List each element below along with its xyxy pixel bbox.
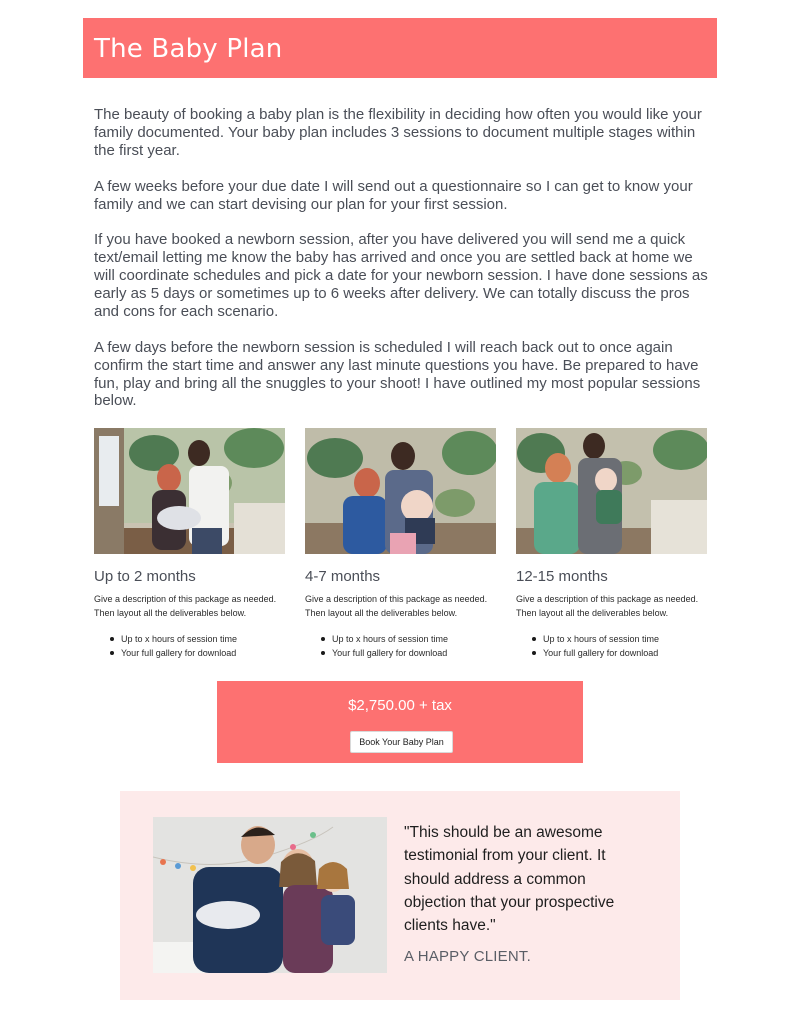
package-card [305,428,496,660]
package-description: Give a description of this package as needed. Then layout all the deliverables below. [516,594,699,618]
package-description: Give a description of this package as needed. Then layout all the deliverables below. [94,594,277,618]
testimonial-section [120,791,680,1000]
family-baby-photo-icon [305,428,496,554]
package-features [94,633,285,660]
list-item: Up to x hours of session time [110,633,285,647]
intro-section [94,106,714,428]
price-label: $2,750.00 + tax [348,697,452,714]
package-description: Give a description of this package as needed. Then layout all the deliverables below. [305,594,488,618]
book-baby-plan-button[interactable]: Book Your Baby Plan [350,731,453,753]
page-title: The Baby Plan [94,34,283,64]
list-item: Up to x hours of session time [321,633,496,647]
package-features [305,633,496,660]
family-portrait-photo-icon [153,817,387,973]
intro-paragraph: A few weeks before your due date I will send out a questionnaire so I can get to know your family and we can start devising our plan for your first session. [94,177,693,213]
list-item: Up to x hours of session time [532,633,707,647]
intro-paragraph: A few days before the newborn session is scheduled I will reach back out to once again confirm the start time and answer any last minute questions you have. Be prepared to have fun, play and bring all the snuggles to your shoot! I have outlined my most popular sessions below. [94,338,701,410]
family-newborn-photo-icon [94,428,285,554]
intro-paragraph: The beauty of booking a baby plan is the flexibility in deciding how often you would like your family documented. Your baby plan includes 3 sessions to document multiple stages within the first year. [94,106,702,159]
package-card [94,428,285,660]
package-card [516,428,707,660]
package-title: Up to 2 months [94,568,196,585]
intro-paragraph: If you have booked a newborn session, after you have delivered you will send me a quick text/email letting me know the baby has arrived and once you are settled back at home we will coordinate schedules and pick a date for your newborn session. I have done sessions as early as 5 days or sometimes up to 6 weeks after delivery. We can totally discuss the pros and cons for each scenario. [94,231,708,320]
list-item: Your full gallery for download [321,647,496,661]
header-banner [83,18,717,78]
package-title: 12-15 months [516,568,608,585]
list-item: Your full gallery for download [110,647,285,661]
package-features [516,633,707,660]
testimonial-attribution: A HAPPY CLIENT. [404,948,531,965]
list-item: Your full gallery for download [532,647,707,661]
pricing-box [217,681,583,763]
family-toddler-photo-icon [516,428,707,554]
testimonial-quote: "This should be an awesome testimonial from your client. It should address a common objection that your prospective clients have." [404,824,615,935]
package-title: 4-7 months [305,568,381,585]
